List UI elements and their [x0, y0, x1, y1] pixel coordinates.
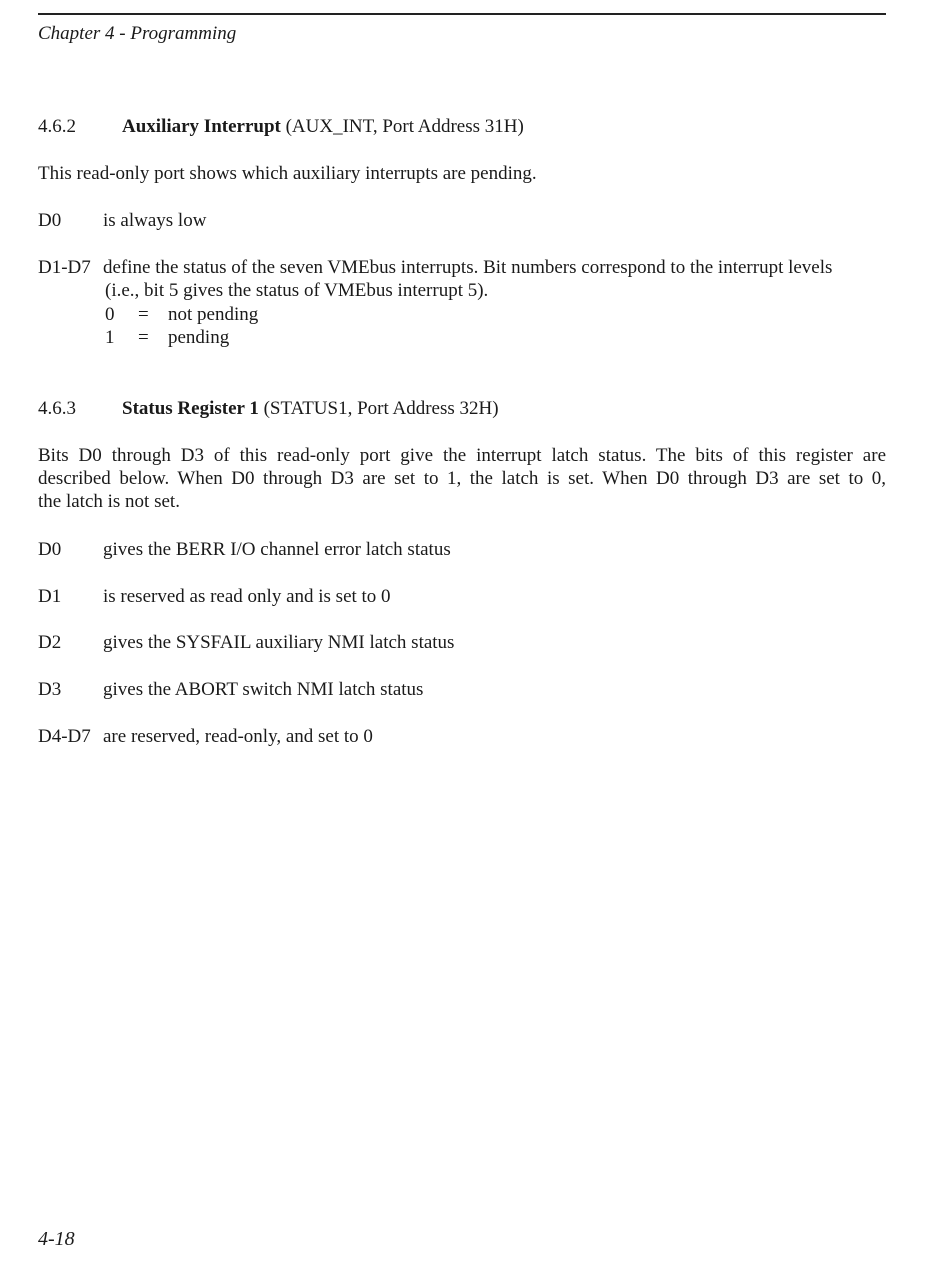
section-number: 4.6.3: [38, 398, 76, 419]
value-number: 0: [105, 304, 115, 325]
section-number: 4.6.2: [38, 116, 76, 137]
value-equals: =: [138, 327, 149, 348]
section-title: [122, 115, 524, 138]
bit-description: define the status of the seven VMEbus interrupts. Bit numbers correspond to the interrupt levels: [103, 257, 833, 278]
section-title-rest: (AUX_INT, Port Address 31H): [280, 116, 524, 137]
section-intro-line: described below. When D0 through D3 are set to 1, the latch is set. When D0 through D3 are set to 0,: [38, 468, 886, 489]
bit-description: are reserved, read-only, and set to 0: [103, 726, 373, 747]
bit-description-continued: (i.e., bit 5 gives the status of VMEbus interrupt 5).: [105, 280, 489, 301]
bit-description: gives the ABORT switch NMI latch status: [103, 679, 424, 700]
bit-term: D1: [38, 586, 62, 607]
section-title: [122, 397, 499, 420]
bit-term: D1-D7: [38, 257, 91, 278]
section-intro: This read-only port shows which auxiliary interrupts are pending.: [38, 163, 537, 184]
section-title-rest: (STATUS1, Port Address 32H): [258, 398, 499, 419]
section-intro-line: Bits D0 through D3 of this read-only port give the interrupt latch status. The bits of this register are: [38, 445, 886, 466]
chapter-header: Chapter 4 - Programming: [38, 23, 237, 44]
value-number: 1: [105, 327, 115, 348]
bit-description: is always low: [103, 210, 207, 231]
value-meaning: pending: [168, 327, 230, 348]
bit-description: gives the SYSFAIL auxiliary NMI latch status: [103, 632, 455, 653]
section-title-bold: Auxiliary Interrupt: [122, 116, 281, 137]
bit-description: gives the BERR I/O channel error latch status: [103, 539, 451, 560]
bit-term: D4-D7: [38, 726, 91, 747]
header-rule: [38, 13, 886, 15]
page-number: 4-18: [38, 1228, 75, 1250]
value-equals: =: [138, 304, 149, 325]
section-title-bold: Status Register 1: [122, 398, 259, 419]
bit-term: D0: [38, 539, 62, 560]
value-meaning: not pending: [168, 304, 259, 325]
bit-term: D0: [38, 210, 62, 231]
bit-description: is reserved as read only and is set to 0: [103, 586, 391, 607]
bit-term: D3: [38, 679, 62, 700]
bit-term: D2: [38, 632, 62, 653]
section-intro-line: the latch is not set.: [38, 491, 180, 512]
